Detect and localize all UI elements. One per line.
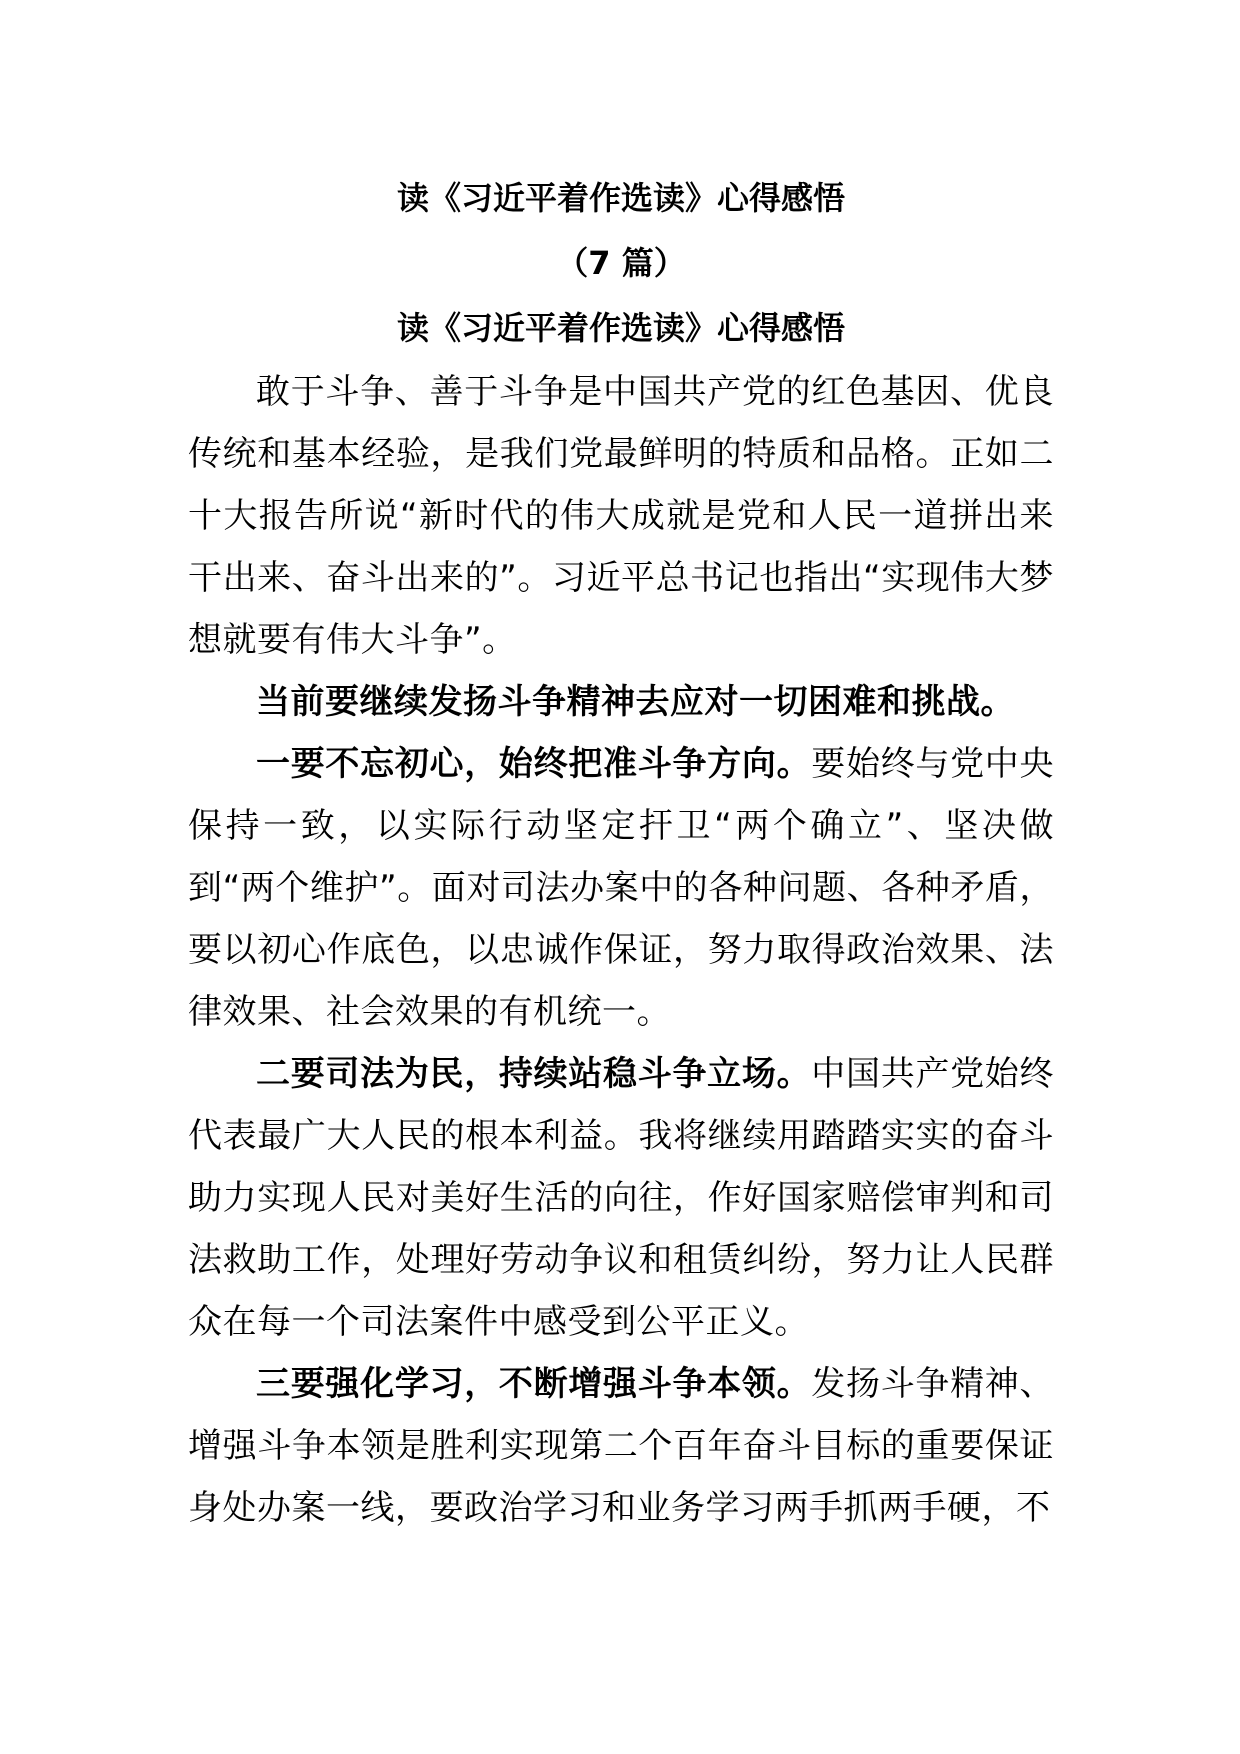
paragraph-lead: 当前要继续发扬斗争精神去应对一切困难和挑战。 <box>256 682 1015 722</box>
document-subtitle: （7 篇） <box>556 244 686 282</box>
paragraph-point-1 <box>188 733 1054 1043</box>
document-page <box>188 165 1054 1539</box>
paragraph-text: 发扬斗争精神、增强斗争本领是胜利实现第二个百年奋斗目标的重要保证身处办案一线，要政治学习和业务学习两手抓两手硬，不 <box>188 1364 1055 1528</box>
section-title: 读《习近平着作选读》心得感悟 <box>396 309 845 347</box>
paragraph-lead: 二要司法为民，持续站稳斗争立场。 <box>256 1054 812 1094</box>
paragraph-intro <box>188 361 1054 671</box>
document-title: 读《习近平着作选读》心得感悟 <box>396 179 845 217</box>
paragraph-point-2 <box>188 1043 1054 1353</box>
paragraph-summary <box>188 671 1054 733</box>
paragraph-lead: 一要不忘初心，始终把准斗争方向。 <box>256 744 812 784</box>
paragraph-lead: 三要强化学习，不断增强斗争本领。 <box>256 1364 812 1404</box>
paragraph-text: 要始终与党中央保持一致，以实际行动坚定扞卫“两个确立”、坚决做到“两个维护”。面对司法办案中的各种问题、各种矛盾，要以初心作底色，以忠诚作保证，努力取得政治效果、法律效果、社会效果的有机统一。 <box>188 744 1055 1032</box>
paragraph-text: 敢于斗争、善于斗争是中国共产党的红色基因、优良传统和基本经验，是我们党最鲜明的特质和品格。正如二十大报告所说“新时代的伟大成就是党和人民一道拼出来干出来、奋斗出来的”。习近平总书记也指出“实现伟大梦想就要有伟大斗争”。 <box>188 372 1054 660</box>
paragraph-text: 中国共产党始终代表最广大人民的根本利益。我将继续用踏踏实实的奋斗助力实现人民对美好生活的向往，作好国家赔偿审判和司法救助工作，处理好劳动争议和租赁纠纷，努力让人民群众在每一个司法案件中感受到公平正义。 <box>188 1054 1055 1342</box>
paragraph-point-3 <box>188 1353 1054 1539</box>
